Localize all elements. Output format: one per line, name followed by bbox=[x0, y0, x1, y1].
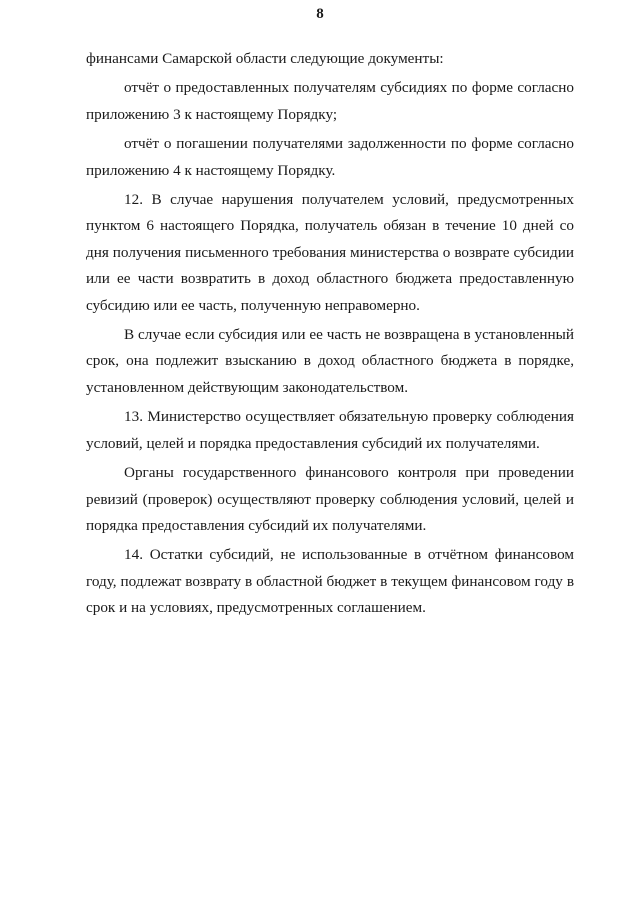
paragraph-report-debt: отчёт о погашении получателями задолженности по форме согласно приложению 4 к настоящему Порядку. bbox=[86, 135, 574, 179]
paragraph-report-subsidies: отчёт о предоставленных получателям субсидиях по форме согласно приложению 3 к настоящему Порядку; bbox=[86, 79, 574, 123]
document-body bbox=[86, 46, 574, 622]
paragraph-recovery: В случае если субсидия или ее часть не возвращена в установленный срок, она подлежит взысканию в доход областного бюджета в порядке, установленном действующим законодательством. bbox=[86, 326, 574, 396]
paragraph-financial-control: Органы государственного финансового контроля при проведении ревизий (проверок) осуществляют проверку соблюдения условий, целей и порядка предоставления субсидий их получателями. bbox=[86, 464, 574, 534]
paragraph-clause-12: 12. В случае нарушения получателем условий, предусмотренных пунктом 6 настоящего Порядка, получатель обязан в течение 10 дней со дня получения письменного требования министерства о возврате субсидии или ее части возвратить в доход областного бюджета предоставленную субсидию или ее часть, полученную неправомерно. bbox=[86, 191, 574, 314]
paragraph-clause-13: 13. Министерство осуществляет обязательную проверку соблюдения условий, целей и порядка предоставления субсидий их получателями. bbox=[86, 408, 574, 452]
paragraph-clause-14: 14. Остатки субсидий, не использованные в отчётном финансовом году, подлежат возврату в областной бюджет в текущем финансовом году в срок и на условиях, предусмотренных соглашением. bbox=[86, 546, 574, 617]
paragraph-intro: финансами Самарской области следующие документы: bbox=[86, 50, 444, 67]
page-number: 8 bbox=[316, 6, 324, 22]
